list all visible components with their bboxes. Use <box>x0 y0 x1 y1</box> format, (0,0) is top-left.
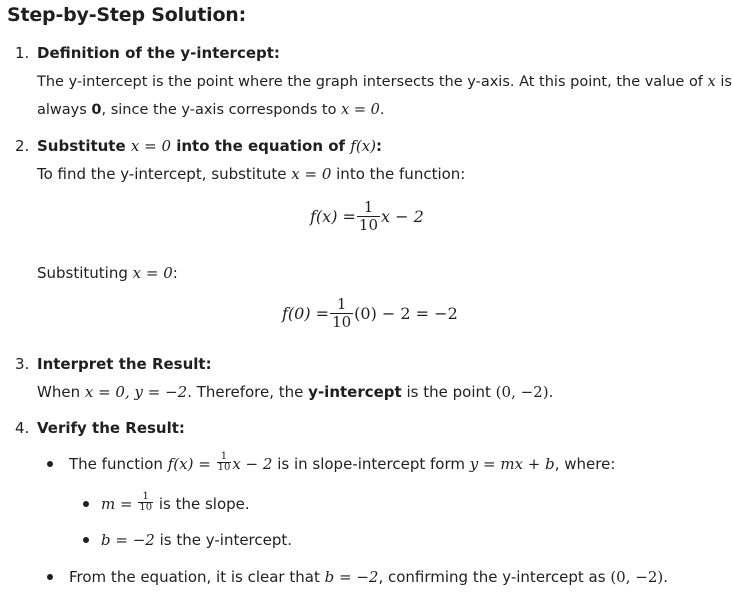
step-2-title <box>37 136 382 156</box>
substituting-eq: x = 0 <box>132 264 173 282</box>
step-2-number: 2. <box>15 137 30 155</box>
bullet-1-fx: f(x) = <box>167 455 211 473</box>
bullet-dot <box>47 461 53 467</box>
step-1-number: 1. <box>15 44 30 62</box>
step-4-bullet-1 <box>69 451 616 475</box>
fraction-numerator: 1 <box>220 451 228 462</box>
bullet-2-mid: , confirming the y-intercept as <box>378 568 606 586</box>
step-2-title-eq: x = 0 <box>130 137 171 155</box>
equation-fx-rest: x − 2 <box>381 207 424 226</box>
fraction-one-tenth <box>330 296 353 331</box>
step-1-eq: x = 0 <box>341 102 380 118</box>
step-1-period: . <box>379 102 385 118</box>
step-2-title-prefix: Substitute <box>37 137 126 155</box>
step-1-zero: 0 <box>91 102 102 118</box>
bullet-2-point: (0, −2) <box>610 568 664 586</box>
equation-fx <box>310 199 424 234</box>
step-1-text-line-2 <box>37 100 384 120</box>
step-3-period: . <box>548 383 554 401</box>
step-4-sub-bullet-2 <box>101 530 292 550</box>
small-fraction-one-tenth <box>217 452 232 473</box>
substituting-prefix: Substituting <box>37 264 128 282</box>
step-1-always: always <box>37 102 87 118</box>
step-2-text-end: into the function: <box>336 165 466 183</box>
step-2-text-line-1 <box>37 164 465 184</box>
step-2-title-mid: into the equation of <box>176 137 346 155</box>
bullet-2-end: . <box>663 568 669 586</box>
step-1-text: The y-intercept is the point where the graph intersects the y-axis. At this point, the value of <box>37 74 703 90</box>
step-3-condition: x = 0, y = −2 <box>84 383 188 401</box>
substituting-colon: : <box>172 264 178 282</box>
fraction-denominator: 10 <box>332 313 352 331</box>
fraction-denominator: 10 <box>358 216 379 234</box>
sub-bullet-1-m: m = <box>101 495 133 513</box>
bullet-1-mid: is in slope-intercept form <box>277 455 465 473</box>
step-1-var-x: x <box>707 74 716 90</box>
step-3-therefore: . Therefore, the <box>187 383 304 401</box>
fraction-one-tenth <box>357 199 380 234</box>
step-3-is-point: is the point <box>406 383 491 401</box>
fraction-denominator: 10 <box>217 462 231 473</box>
fraction-numerator: 1 <box>363 198 374 216</box>
step-2-text-eq: x = 0 <box>291 165 332 183</box>
sub-bullet-2-b: b = −2 <box>101 531 155 549</box>
bullet-1-end: , where: <box>554 455 616 473</box>
bullet-1-prefix: The function <box>69 455 163 473</box>
step-1-title: Definition of the y-intercept: <box>37 44 280 62</box>
step-4-sub-bullet-1 <box>101 491 250 515</box>
equation-fx-lhs: f(x) = <box>310 207 356 226</box>
sub-bullet-1-text: is the slope. <box>158 495 250 513</box>
bullet-2-eq: b = −2 <box>324 568 379 586</box>
step-2-title-fx: f(x) <box>350 137 377 155</box>
bullet-1-form: y = mx + b <box>469 455 555 473</box>
step-3-title: Interpret the Result: <box>37 355 212 373</box>
step-4-bullet-2 <box>69 567 668 587</box>
equation-f0 <box>282 296 458 331</box>
equation-f0-rest: (0) − 2 = −2 <box>354 304 458 323</box>
equation-f0-lhs: f(0) = <box>282 304 330 323</box>
step-3-number: 3. <box>15 355 30 373</box>
step-3-point: (0, −2) <box>495 383 549 401</box>
step-1-text-end: is <box>720 74 732 90</box>
bullet-1-rest: x − 2 <box>232 455 273 473</box>
bullet-dot <box>83 501 89 507</box>
sub-bullet-2-text: is the y-intercept. <box>159 531 293 549</box>
step-2-text-prefix: To find the y-intercept, substitute <box>37 165 287 183</box>
step-3-bold-term: y-intercept <box>308 383 402 401</box>
step-4-number: 4. <box>15 419 30 437</box>
fraction-numerator: 1 <box>336 295 347 313</box>
step-2-title-end: : <box>376 137 383 155</box>
step-1-text-line-1 <box>37 72 732 92</box>
fraction-denominator: 10 <box>139 502 153 513</box>
page-title: Step-by-Step Solution: <box>7 4 247 26</box>
small-fraction-one-tenth <box>138 492 153 513</box>
substituting-label <box>37 263 178 283</box>
step-1-text-2: , since the y-axis corresponds to <box>101 102 337 118</box>
step-3-when: When <box>37 383 81 401</box>
fraction-numerator: 1 <box>142 491 149 502</box>
step-3-text <box>37 382 553 402</box>
step-4-title: Verify the Result: <box>37 419 185 437</box>
bullet-dot <box>83 537 89 543</box>
bullet-dot <box>47 574 53 580</box>
bullet-2-prefix: From the equation, it is clear that <box>69 568 320 586</box>
